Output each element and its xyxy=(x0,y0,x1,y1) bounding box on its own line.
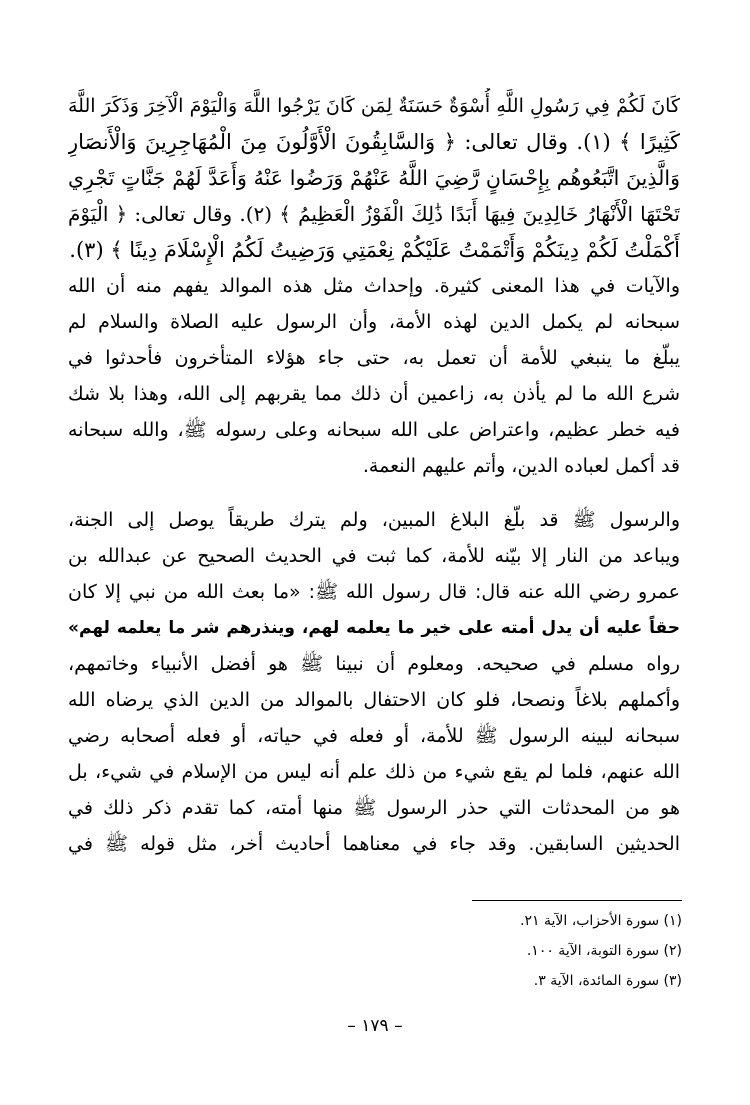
text-line-18: سبحانه لبينه الرسول ﷺ للأمة، أو فعله في حياته، أو فعله أصحابه رضي xyxy=(68,725,680,747)
footnote-1: (١) سورة الأحزاب، الآية ٢١. xyxy=(520,913,682,929)
text-line-13: ويباعد من النار إلا بيّنه للأمة، كما ثبت في الحديث الصحيح عن عبدالله بن xyxy=(68,545,680,567)
text-line-7: سبحانه لم يكمل الدين لهذه الأمة، وأن الرسول عليه الصلاة والسلام لم xyxy=(68,311,680,333)
footnote-2: (٢) سورة التوبة، الآية ١٠٠. xyxy=(526,943,682,959)
quran-line-4: تَحْتَهَا الْأَنْهَارُ خَالِدِينَ فِيهَا أَبَدًا ذَٰلِكَ الْفَوْزُ الْعَظِيمُ ﴾ (٢). وقال تعالى: ﴿ الْيَوْمَ xyxy=(68,202,680,226)
text-line-6: والآيات في هذا المعنى كثيرة. وإحداث مثل هذه الموالد يفهم منه أن الله xyxy=(68,275,680,297)
footnote-divider xyxy=(472,900,682,901)
paragraph-gap xyxy=(68,484,680,502)
text-line-21: الحديثين السابقين. وقد جاء في معناهما أحاديث أخر، مثل قوله ﷺ في xyxy=(68,833,680,855)
main-text xyxy=(68,88,680,862)
text-line-12: والرسول ﷺ قد بلّغ البلاغ المبين، ولم يترك طريقاً يوصل إلى الجنة، xyxy=(68,509,680,531)
text-line-8: يبلّغ ما ينبغي للأمة أن تعمل به، حتى جاء هؤلاء المتأخرون فأحدثوا في xyxy=(68,347,680,369)
quran-line-3: وَالَّذِينَ اتَّبَعُوهُم بِإِحْسَانٍ رَّضِيَ اللَّهُ عَنْهُمْ وَرَضُوا عَنْهُ وَأَعَدَّ لَهُمْ جَنَّاتٍ تَجْرِي xyxy=(68,166,680,190)
text-line-14: عمرو رضي الله عنه قال: قال رسول الله ﷺ: «ما بعث الله من نبي إلا كان xyxy=(68,581,680,603)
text-line-17: وأكملهم بلاغاً ونصحا، فلو كان الاحتفال بالموالد من الدين الذي يرضاه الله xyxy=(68,689,680,711)
quran-line-1: كَانَ لَكُمْ فِي رَسُولِ اللَّهِ أُسْوَةٌ حَسَنَةٌ لِمَن كَانَ يَرْجُوا اللَّهَ وَالْيَوْمَ الْآخِرَ وَذَكَرَ اللَّهَ xyxy=(68,95,680,117)
text-line-19: الله عنهم، فلما لم يقع شيء من ذلك علم أنه ليس من الإسلام في شيء، بل xyxy=(68,761,680,783)
text-line-11: قد أكمل لعباده الدين، وأتم عليهم النعمة. xyxy=(362,455,680,477)
footnote-3: (٣) سورة المائدة، الآية ٣. xyxy=(533,973,682,989)
quran-line-5: أَكْمَلْتُ لَكُمْ دِينَكُمْ وَأَتْمَمْتُ عَلَيْكُمْ نِعْمَتِي وَرَضِيتُ لَكُمُ الْإِسْلَامَ دِينًا ﴾ (٣). xyxy=(69,238,680,262)
text-line-9: شرع الله ما لم يأذن به، زاعمين أن ذلك مما يقربهم إلى الله، وهذا بلا شك xyxy=(68,383,680,405)
text-line-10: فيه خطر عظيم، واعتراض على الله سبحانه وعلى رسوله ﷺ، والله سبحانه xyxy=(68,419,680,441)
text-line-20: هو من المحدثات التي حذر الرسول ﷺ منها أمته، كما تقدم ذكر ذلك في xyxy=(68,797,680,819)
text-line-16: رواه مسلم في صحيحه. ومعلوم أن نبينا ﷺ هو أفضل الأنبياء وخاتمهم، xyxy=(68,653,680,675)
page-number: – ١٧٩ – xyxy=(347,1016,403,1036)
quran-line-2: كَثِيرًا ﴾ (١). وقال تعالى: ﴿ وَالسَّابِقُونَ الْأَوَّلُونَ مِنَ الْمُهَاجِرِينَ وَالْأَنصَارِ xyxy=(68,130,680,154)
hadith-line: حقاً عليه أن يدل أمته على خير ما يعلمه لهم، وينذرهم شر ما يعلمه لهم» xyxy=(68,618,680,638)
